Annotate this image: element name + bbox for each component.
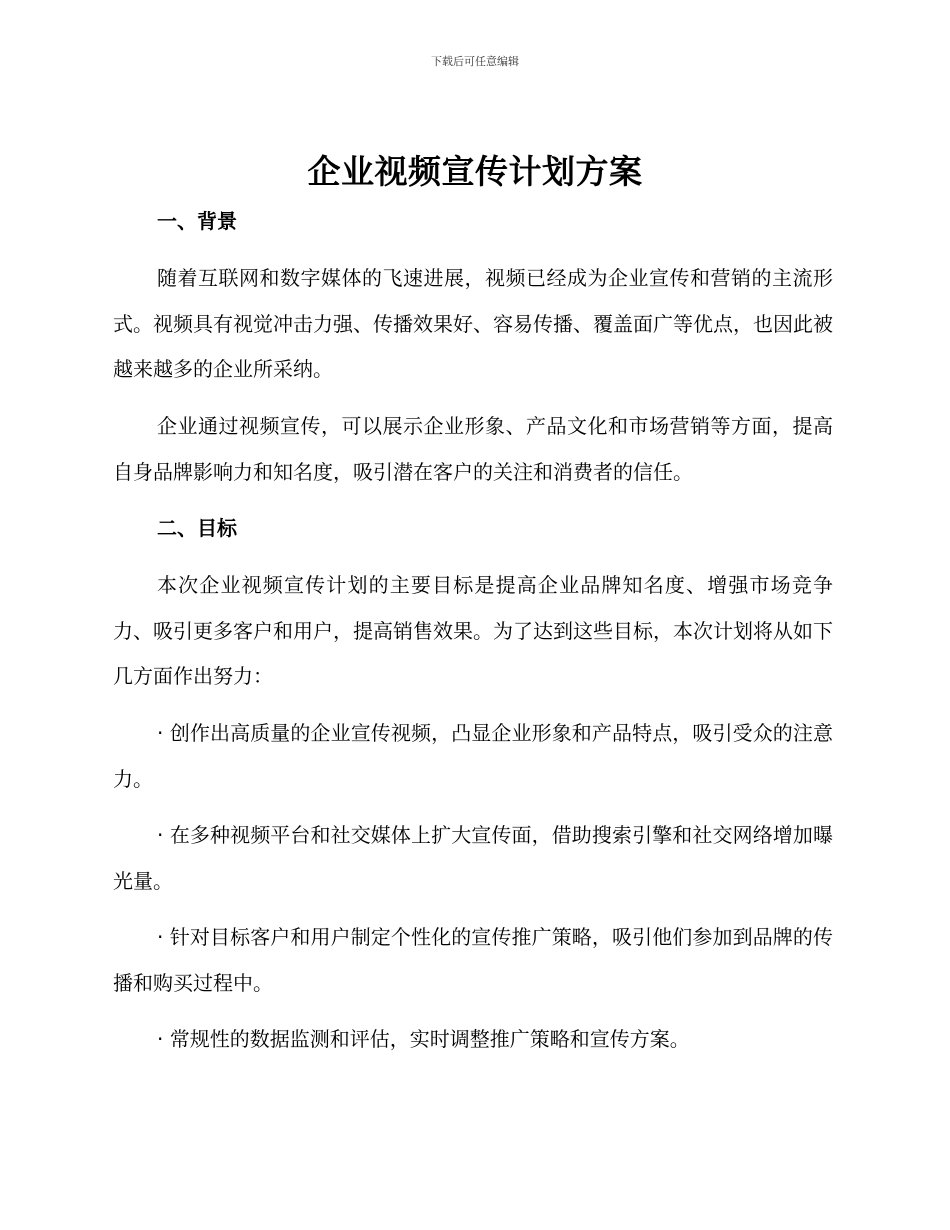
document-title: 企业视频宣传计划方案 — [307, 152, 643, 191]
section-heading-goals: 二、目标 — [157, 516, 237, 540]
bullet-item-3: · 针对目标客户和用户制定个性化的宣传推广策略，吸引他们参加到品牌的传播和购买过程中。 — [113, 925, 833, 995]
paragraph-background-1: 随着互联网和数字媒体的飞速进展，视频已经成为企业宣传和营销的主流形式。视频具有视觉冲击力强、传播效果好、容易传播、覆盖面广等优点，也因此被越来越多的企业所采纳。 — [113, 266, 833, 381]
bullet-item-1: · 创作出高质量的企业宣传视频，凸显企业形象和产品特点，吸引受众的注意力。 — [113, 721, 833, 791]
paragraph-goals-intro: 本次企业视频宣传计划的主要目标是提高企业品牌知名度、增强市场竞争力、吸引更多客户和用户，提高销售效果。为了达到这些目标，本次计划将从如下几方面作出努力： — [113, 573, 833, 688]
bullet-item-4: · 常规性的数据监测和评估，实时调整推广策略和宣传方案。 — [157, 1027, 690, 1051]
bullet-item-2: · 在多种视频平台和社交媒体上扩大宣传面，借助搜索引擎和社交网络增加曝光量。 — [113, 823, 833, 893]
section-heading-background: 一、背景 — [157, 209, 237, 233]
page-header-note: 下载后可任意编辑 — [431, 55, 519, 68]
paragraph-background-2: 企业通过视频宣传，可以展示企业形象、产品文化和市场营销等方面，提高自身品牌影响力和知名度，吸引潜在客户的关注和消费者的信任。 — [113, 414, 833, 484]
